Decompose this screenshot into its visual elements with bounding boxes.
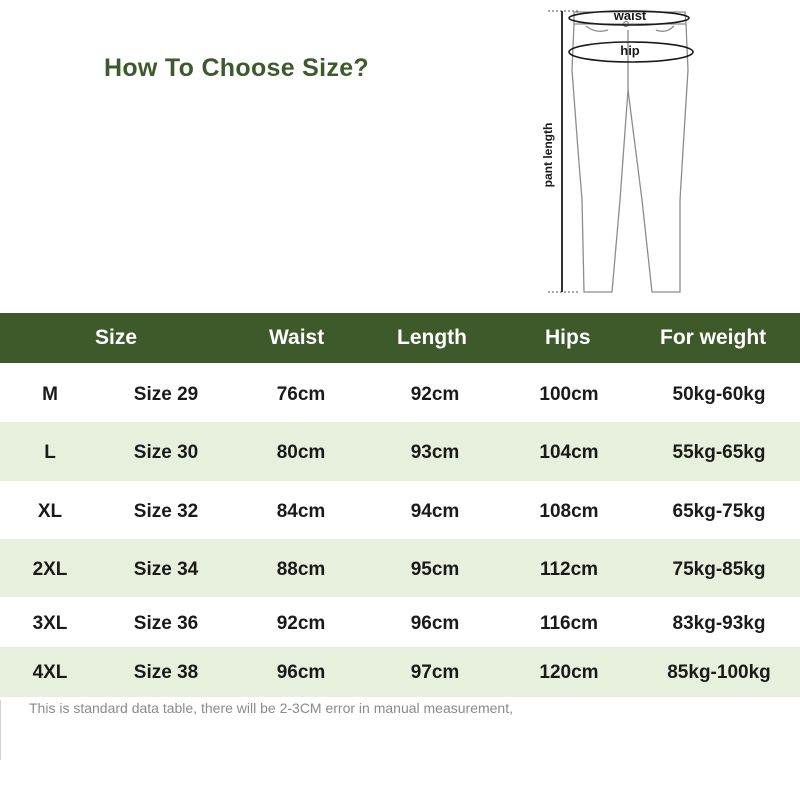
cell-length: 93cm — [410, 442, 460, 463]
cell-length: 94cm — [410, 501, 460, 522]
pant-length-label: pant length — [541, 122, 555, 188]
table-header — [0, 313, 800, 363]
cell-size: Size 36 — [133, 613, 199, 634]
cell-letter: 4XL — [32, 662, 68, 683]
cell-waist: 92cm — [276, 613, 326, 634]
hip-label: hip — [620, 43, 640, 58]
size-table — [0, 313, 800, 697]
table-row — [0, 597, 800, 647]
divider — [0, 700, 1, 760]
cell-weight: 65kg-75kg — [672, 501, 766, 522]
cell-length: 95cm — [410, 559, 460, 580]
cell-letter: 3XL — [32, 613, 68, 634]
table-row — [0, 481, 800, 539]
cell-waist: 80cm — [276, 442, 326, 463]
cell-length: 96cm — [410, 613, 460, 634]
cell-waist: 76cm — [276, 384, 326, 405]
page-title: How To Choose Size? — [104, 54, 369, 82]
header-hips: Hips — [545, 326, 591, 349]
header-waist: Waist — [269, 326, 325, 349]
pants-diagram — [528, 0, 708, 300]
cell-size: Size 38 — [133, 662, 199, 683]
cell-hips: 112cm — [539, 559, 599, 580]
header-size: Size — [95, 326, 138, 349]
cell-letter: 2XL — [32, 559, 68, 580]
cell-weight: 55kg-65kg — [672, 442, 766, 463]
table-row — [0, 363, 800, 422]
cell-hips: 108cm — [539, 501, 599, 522]
cell-size: Size 29 — [133, 384, 199, 405]
cell-waist: 84cm — [276, 501, 326, 522]
table-row — [0, 647, 800, 697]
cell-size: Size 32 — [133, 501, 199, 522]
table-row — [0, 422, 800, 481]
waist-label: waist — [613, 8, 647, 23]
cell-weight: 83kg-93kg — [672, 613, 766, 634]
cell-hips: 100cm — [539, 384, 599, 405]
cell-hips: 104cm — [539, 442, 599, 463]
cell-weight: 50kg-60kg — [672, 384, 766, 405]
cell-waist: 88cm — [276, 559, 326, 580]
cell-letter: M — [42, 384, 58, 405]
cell-letter: XL — [37, 501, 63, 522]
cell-hips: 120cm — [539, 662, 599, 683]
cell-letter: L — [44, 442, 56, 463]
cell-size: Size 30 — [133, 442, 199, 463]
cell-size: Size 34 — [133, 559, 199, 580]
header-length: Length — [397, 326, 467, 349]
cell-length: 97cm — [410, 662, 460, 683]
cell-weight: 75kg-85kg — [672, 559, 766, 580]
cell-hips: 116cm — [539, 613, 599, 634]
header-weight: For weight — [660, 326, 767, 349]
cell-length: 92cm — [410, 384, 460, 405]
cell-weight: 85kg-100kg — [667, 662, 771, 683]
table-row — [0, 539, 800, 597]
cell-waist: 96cm — [276, 662, 326, 683]
measurement-note: This is standard data table, there will be 2-3CM error in manual measurement, — [29, 700, 513, 716]
